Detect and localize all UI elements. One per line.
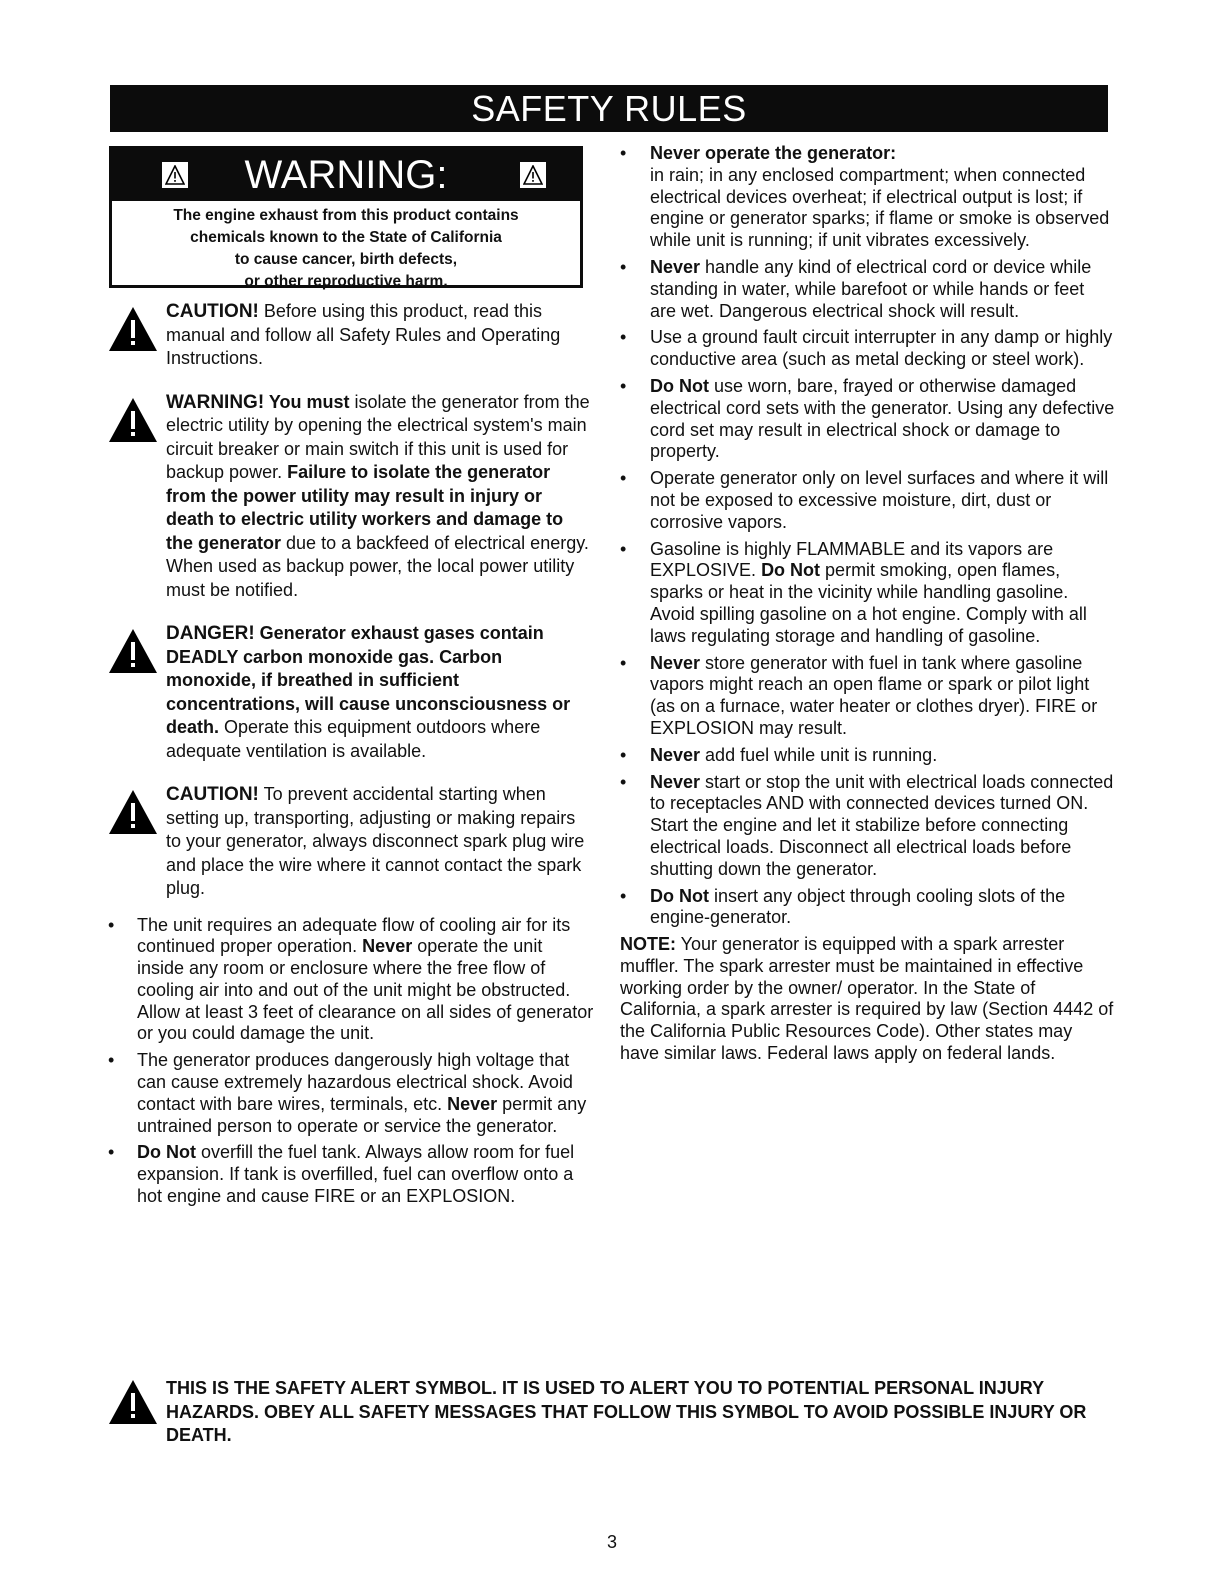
list-item — [108, 1050, 594, 1137]
warning-line: chemicals known to the State of California — [190, 229, 502, 246]
safety-alert-text: THIS IS THE SAFETY ALERT SYMBOL. IT IS USED TO ALERT YOU TO POTENTIAL PERSONAL INJURY HAZARDS. OBEY ALL SAFETY MESSAGES THAT FOLLOW THIS SYMBOL TO AVOID POSSIBLE INJURY OR DEATH. — [166, 1378, 1087, 1445]
item-text: in rain; in any enclosed compartment; when connected electrical devices overheat; if electrical output is lost; if engine or generator sparks; if flame or smoke is observed while unit is running; if unit vibrates excessively. — [650, 164, 1110, 251]
bullet-icon: • — [620, 143, 627, 163]
item-text: start or stop the unit with electrical loads connected to receptacles AND with connected devices turned ON. Start the engine and let it stabilize before connecting electrical loads. Disconnect all electrical loads before shutting down the generator. — [650, 771, 1114, 879]
note-text: Your generator is equipped with a spark arrester muffler. The spark arrester must be maintained in effective working order by the owner/ operator. In the State of California, a spark arrester is required by law (Section 4442 of the California Public Resources Code). Other states may have similar laws. Federal laws apply on federal lands. — [620, 934, 1114, 1064]
right-bullet-list — [620, 143, 1115, 929]
list-item — [620, 745, 1115, 767]
bullet-icon: • — [620, 771, 627, 792]
item-text: The unit requires an adequate flow of cooling air for its continued proper operation. — [137, 914, 571, 957]
page-title: SAFETY RULES — [110, 85, 1108, 132]
list-item — [620, 468, 1115, 533]
item-bold: Do Not — [137, 1142, 196, 1163]
item-bold: Never — [362, 936, 413, 957]
item-text: store generator with fuel in tank where gasoline vapors might reach an open flame or spark or pilot light (as on a furnace, water heater or clothes dryer). FIRE or EXPLOSION may result. — [650, 652, 1098, 738]
prop65-warning-box — [109, 146, 583, 288]
safety-alert-triangle-icon — [108, 789, 158, 835]
bullet-icon: • — [620, 256, 627, 277]
item-bold: Never — [650, 771, 701, 792]
list-item — [620, 772, 1115, 881]
item-text: The generator produces dangerously high voltage that can cause extremely hazardous electrical shock. Avoid contact with bare wires, terminals, etc. — [137, 1050, 573, 1114]
caution-accidental-starting — [108, 783, 594, 901]
left-bullet-list — [108, 915, 594, 1208]
bullet-icon: • — [620, 652, 627, 673]
item-text: Operate generator only on level surfaces and where it will not be exposed to excessive moisture, dirt, dust or corrosive vapors. — [650, 468, 1109, 532]
warning-line: The engine exhaust from this product contains — [173, 207, 519, 224]
warning-triangle-icon — [162, 162, 188, 188]
list-item — [620, 376, 1115, 463]
item-text: Gasoline is highly FLAMMABLE and its vapors are EXPLOSIVE. — [650, 538, 1054, 581]
item-text: add fuel while unit is running. — [700, 744, 938, 765]
warning-box-header — [112, 149, 580, 201]
item-text: permit any untrained person to operate or service the generator. — [137, 1093, 587, 1136]
item-bold: Never — [447, 1093, 498, 1114]
list-item — [620, 539, 1115, 648]
bullet-icon: • — [620, 327, 627, 348]
warning-isolate-generator — [108, 391, 594, 603]
alert-bold-text: You must — [264, 391, 350, 412]
page-number: 3 — [606, 1532, 617, 1552]
bullet-icon: • — [620, 538, 627, 559]
caution-before-use — [108, 300, 594, 371]
alert-text: Operate this equipment outdoors where adequate ventilation is available. — [166, 717, 541, 761]
bullet-icon: • — [108, 1142, 115, 1163]
bullet-icon: • — [620, 468, 627, 489]
warning-line: or other reproductive harm. — [244, 273, 448, 290]
list-item — [620, 653, 1115, 740]
alert-bold-text: Generator exhaust gases contain DEADLY carbon monoxide gas. Carbon monoxide, if breathed in sufficient concentrations, will cause unconsciousness or death. — [166, 623, 571, 737]
spark-arrester-note — [620, 934, 1115, 1065]
item-text: insert any object through cooling slots of the engine-generator. — [650, 885, 1066, 928]
list-item — [620, 327, 1115, 371]
alert-text: Before using this product, read this manual and follow all Safety Rules and Operating Instructions. — [166, 301, 561, 368]
danger-carbon-monoxide — [108, 622, 594, 763]
item-bold: Never — [650, 652, 701, 673]
warning-line: to cause cancer, birth defects, — [234, 251, 458, 268]
right-column — [620, 143, 1115, 1065]
bullet-icon: • — [108, 914, 115, 935]
item-text: handle any kind of electrical cord or device while standing in water, while barefoot or while hands or feet are wet. Dangerous electrical shock will result. — [650, 256, 1092, 321]
item-bold: Never — [650, 744, 701, 765]
list-item — [620, 886, 1115, 930]
list-item — [108, 915, 594, 1046]
safety-alert-triangle-icon — [108, 397, 158, 443]
warning-triangle-icon — [520, 162, 546, 188]
item-bold: Never operate the generator: — [650, 143, 897, 163]
list-item — [108, 1142, 594, 1207]
item-text: permit smoking, open flames, sparks or heat in the vicinity while handling gasoline. Avoid spilling gasoline on a hot engine. Comply with all laws regulating storage and handling of gasoline. — [650, 560, 1087, 646]
left-column — [108, 300, 594, 1213]
item-text: operate the unit inside any room or enclosure where the free flow of cooling air into and out of the unit might be obstructed. Allow at least 3 feet of clearance on all sides of generator or you could damage the unit. — [137, 936, 594, 1044]
item-text: use worn, bare, frayed or otherwise damaged electrical cord sets with the generator. Using any defective cord set may result in electrical shock or damage to property. — [650, 375, 1115, 462]
bullet-icon: • — [620, 885, 627, 906]
bullet-icon: • — [620, 744, 627, 765]
safety-alert-statement — [108, 1377, 1118, 1448]
item-bold: Never — [650, 256, 701, 277]
alert-text: isolate the generator from the electric utility by opening the electrical system's main circuit breaker or main switch if this unit is used for backup power. — [166, 391, 590, 482]
alert-keyword: DANGER! — [166, 623, 255, 644]
safety-alert-triangle-icon — [108, 628, 158, 674]
warning-box-text — [112, 205, 580, 293]
alert-keyword: CAUTION! — [166, 784, 259, 805]
item-bold: Do Not — [761, 560, 821, 581]
alert-bold-text: Failure to isolate the generator from the power utility may result in injury or death to electric utility workers and damage to the generator — [166, 462, 564, 553]
bullet-icon: • — [620, 375, 627, 396]
warning-box-heading: WARNING: — [244, 153, 448, 197]
safety-alert-triangle-icon — [108, 1379, 158, 1425]
alert-text: due to a backfeed of electrical energy. When used as backup power, the local power utility must be notified. — [166, 532, 589, 600]
alert-text: To prevent accidental starting when setting up, transporting, adjusting or making repairs to your generator, always disconnect spark plug wire and place the wire where it cannot contact the spark plug. — [166, 784, 585, 898]
item-text: Use a ground fault circuit interrupter in any damp or highly conductive area (such as metal decking or steel work). — [650, 327, 1113, 370]
list-item — [620, 257, 1115, 322]
alert-keyword: CAUTION! — [166, 301, 259, 322]
safety-alert-triangle-icon — [108, 306, 158, 352]
item-bold: Do Not — [650, 885, 709, 906]
item-bold: Do Not — [650, 375, 709, 396]
note-label: NOTE: — [620, 934, 676, 955]
item-text: overfill the fuel tank. Always allow room for fuel expansion. If tank is overfilled, fuel can overflow onto a hot engine and cause FIRE or an EXPLOSION. — [137, 1142, 575, 1207]
bullet-icon: • — [108, 1050, 115, 1071]
list-item — [620, 143, 1115, 252]
alert-keyword: WARNING! — [166, 391, 265, 413]
